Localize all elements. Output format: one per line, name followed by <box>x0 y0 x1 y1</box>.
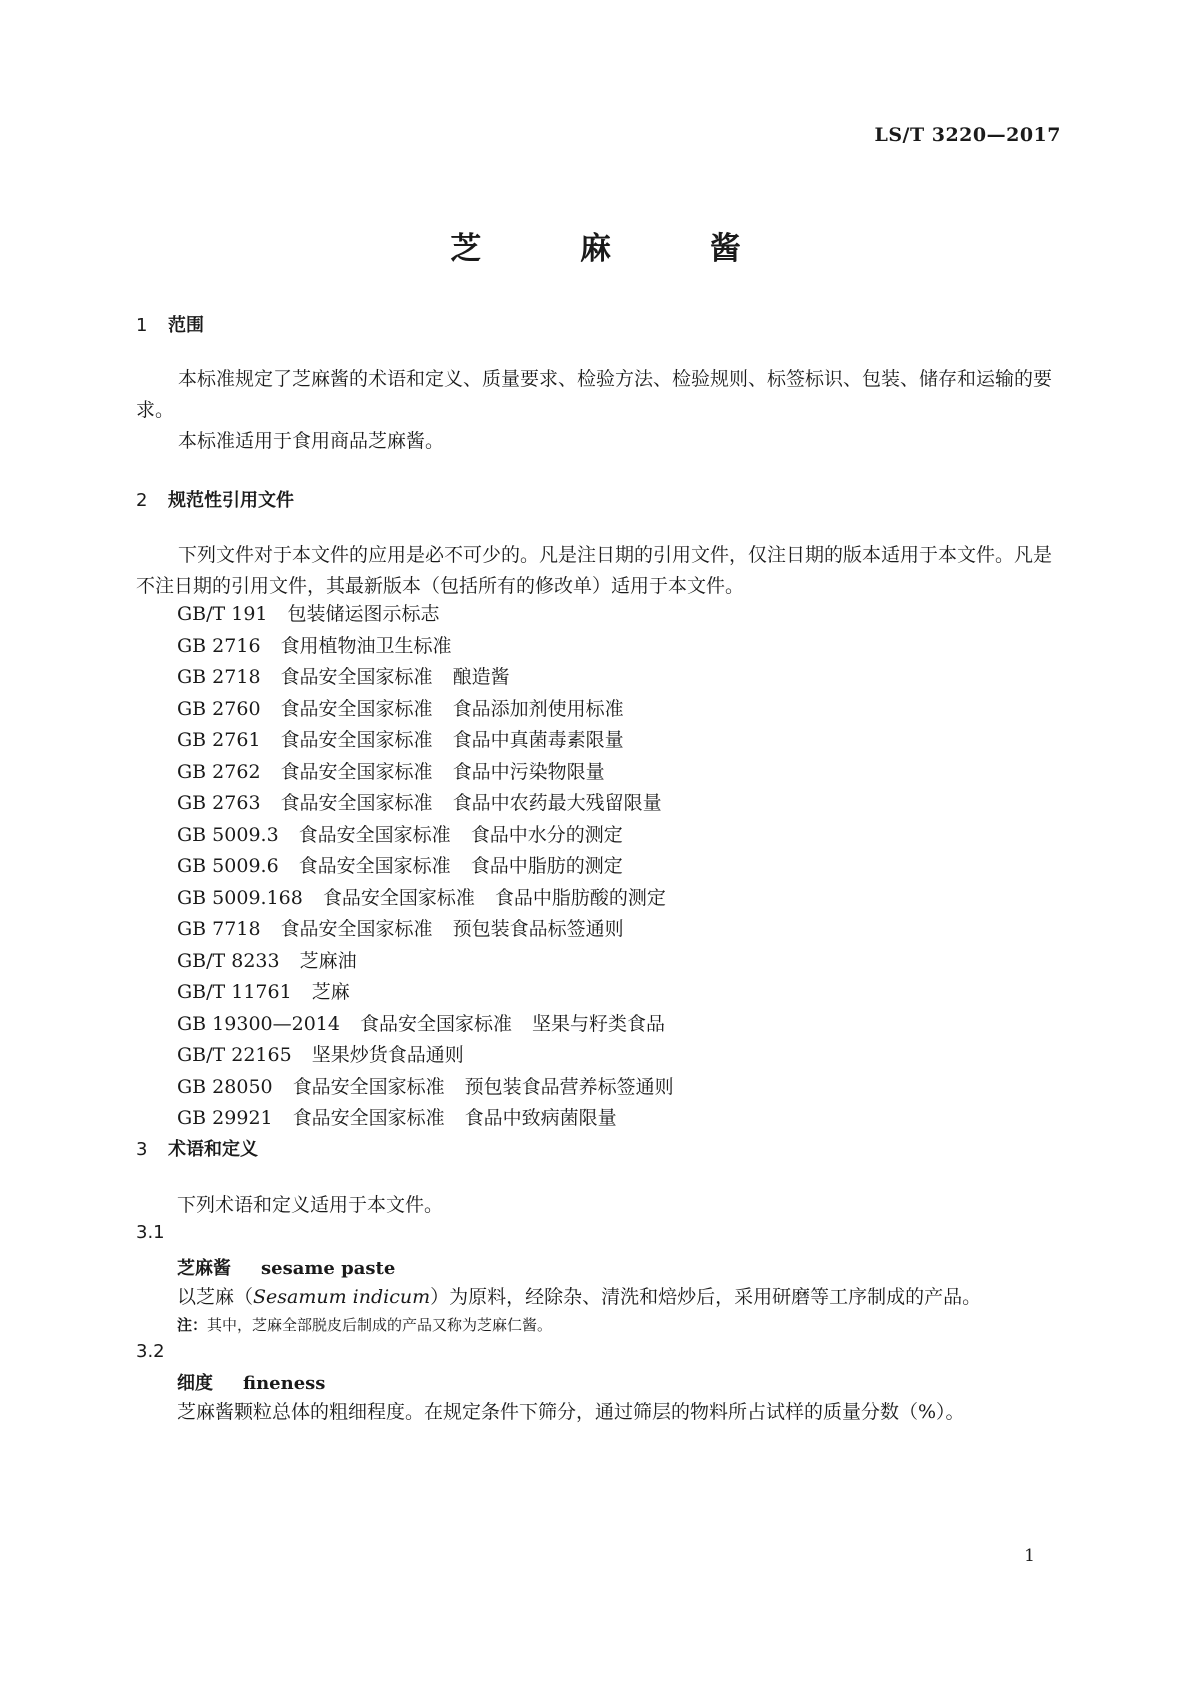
reference-title: 坚果炒货食品通则 <box>311 1044 464 1066</box>
reference-item <box>177 757 674 789</box>
reference-code: GB/T 11761 <box>177 981 292 1003</box>
reference-code: GB 2760 <box>177 697 261 720</box>
reference-code: GB 2763 <box>177 792 261 814</box>
term-definition: 芝麻酱颗粒总体的粗细程度。在规定条件下筛分，通过筛层的物料所占试样的质量分数（%）。 <box>177 1401 965 1423</box>
reference-item <box>177 662 674 694</box>
term-heading <box>177 1369 325 1395</box>
reference-title: 食品安全国家标准 <box>280 697 433 720</box>
reference-subtitle: 食品中致病菌限量 <box>464 1107 617 1129</box>
reference-subtitle: 坚果与籽类食品 <box>532 1012 666 1035</box>
reference-code: GB 5009.3 <box>177 823 279 846</box>
reference-subtitle: 食品中脂肪的测定 <box>470 855 623 877</box>
reference-title: 食品安全国家标准 <box>292 1075 445 1098</box>
reference-item <box>177 977 674 1009</box>
note-text: 其中，芝麻全部脱皮后制成的产品又称为芝麻仁酱。 <box>207 1316 553 1334</box>
reference-item <box>177 1040 674 1072</box>
reference-title: 食品安全国家标准 <box>322 886 475 909</box>
section-3-intro: 下列术语和定义适用于本文件。 <box>177 1194 444 1216</box>
reference-title: 食用植物油卫生标准 <box>280 634 452 657</box>
reference-item <box>177 631 674 663</box>
reference-subtitle: 食品中脂肪酸的测定 <box>494 886 666 909</box>
term-note <box>177 1314 552 1335</box>
term-definition <box>177 1282 981 1309</box>
paragraph: 本标准适用于食用商品芝麻酱。 <box>178 430 445 452</box>
reference-code: GB 5009.168 <box>177 886 303 909</box>
reference-title: 食品安全国家标准 <box>280 729 433 751</box>
reference-subtitle: 食品中污染物限量 <box>452 760 605 783</box>
reference-item <box>177 946 674 978</box>
reference-item <box>177 914 674 946</box>
section-number: 3 <box>136 1139 148 1160</box>
term-chinese: 芝麻酱 <box>177 1258 231 1279</box>
reference-item <box>177 851 674 883</box>
page-number: 1 <box>1024 1546 1035 1566</box>
reference-subtitle: 酿造酱 <box>452 666 510 688</box>
reference-item <box>177 694 674 726</box>
definition-text: 以芝麻（ <box>177 1286 254 1308</box>
reference-title: 食品安全国家标准 <box>280 792 433 814</box>
reference-subtitle: 食品中真菌毒素限量 <box>452 729 624 751</box>
section-title: 术语和定义 <box>168 1139 258 1160</box>
reference-subtitle: 食品添加剂使用标准 <box>452 697 624 720</box>
reference-code: GB/T 22165 <box>177 1044 292 1066</box>
reference-code: GB 29921 <box>177 1107 273 1129</box>
reference-list <box>177 599 674 1135</box>
reference-code: GB/T 191 <box>177 603 268 625</box>
section-2-heading <box>136 486 294 512</box>
term-number: 3.1 <box>136 1222 165 1243</box>
section-3-heading <box>136 1135 258 1161</box>
term-heading <box>177 1254 395 1280</box>
reference-subtitle: 食品中农药最大残留限量 <box>452 792 662 814</box>
reference-title: 食品安全国家标准 <box>298 855 451 877</box>
reference-title: 食品安全国家标准 <box>280 666 433 688</box>
reference-item <box>177 1009 674 1041</box>
section-title: 范围 <box>168 315 204 336</box>
reference-title: 芝麻 <box>311 981 350 1003</box>
reference-subtitle: 食品中水分的测定 <box>470 823 623 846</box>
reference-code: GB 2716 <box>177 634 261 657</box>
paragraph: 下列文件对于本文件的应用是必不可少的。凡是注日期的引用文件，仅注日期的版本适用于本文件。凡是不注日期的引用文件，其最新版本（包括所有的修改单）适用于本文件。 <box>136 544 1053 597</box>
term-english: sesame paste <box>261 1258 396 1279</box>
reference-code: GB 19300—2014 <box>177 1012 340 1035</box>
reference-title: 食品安全国家标准 <box>298 823 451 846</box>
latin-name: Sesamum indicum <box>253 1286 431 1308</box>
reference-title: 食品安全国家标准 <box>280 918 433 940</box>
reference-code: GB/T 8233 <box>177 949 280 972</box>
section-2-body <box>136 540 1061 602</box>
reference-title: 包装储运图示标志 <box>287 603 440 625</box>
reference-item <box>177 1072 674 1104</box>
reference-code: GB 2762 <box>177 760 261 783</box>
reference-subtitle: 预包装食品营养标签通则 <box>464 1075 674 1098</box>
term-chinese: 细度 <box>177 1373 213 1394</box>
reference-item <box>177 599 674 631</box>
reference-code: GB 7718 <box>177 918 261 940</box>
reference-code: GB 28050 <box>177 1075 273 1098</box>
term-english: fineness <box>243 1373 326 1394</box>
standard-code: LS/T 3220—2017 <box>874 124 1061 146</box>
reference-item <box>177 1103 674 1135</box>
reference-title: 食品安全国家标准 <box>280 760 433 783</box>
reference-item <box>177 725 674 757</box>
term-number: 3.2 <box>136 1341 165 1362</box>
section-1-body <box>136 364 1061 457</box>
paragraph: 本标准规定了芝麻酱的术语和定义、质量要求、检验方法、检验规则、标签标识、包装、储存和运输的要求。 <box>136 368 1053 421</box>
reference-title: 食品安全国家标准 <box>292 1107 445 1129</box>
reference-code: GB 5009.6 <box>177 855 279 877</box>
reference-code: GB 2718 <box>177 666 261 688</box>
section-title: 规范性引用文件 <box>168 490 294 511</box>
reference-item <box>177 820 674 852</box>
reference-title: 芝麻油 <box>299 949 357 972</box>
reference-title: 食品安全国家标准 <box>359 1012 512 1035</box>
document-title: 芝 麻 酱 <box>450 231 785 267</box>
section-number: 1 <box>136 315 148 336</box>
reference-item <box>177 788 674 820</box>
reference-subtitle: 预包装食品标签通则 <box>452 918 624 940</box>
reference-code: GB 2761 <box>177 729 261 751</box>
section-number: 2 <box>136 490 148 511</box>
note-label: 注： <box>177 1316 208 1334</box>
reference-item <box>177 883 674 915</box>
definition-text: ）为原料，经除杂、清洗和焙炒后，采用研磨等工序制成的产品。 <box>430 1286 982 1308</box>
section-1-heading <box>136 311 204 337</box>
